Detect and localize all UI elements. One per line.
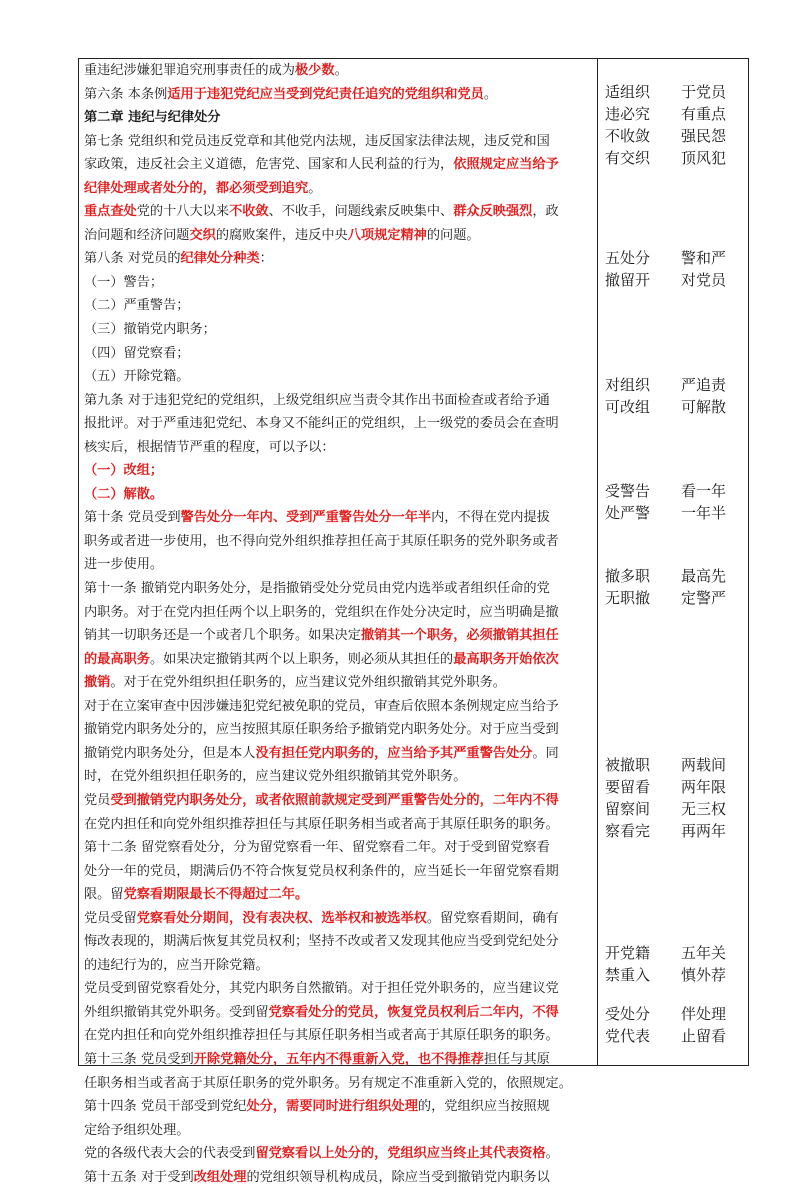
text-segment: 在党内担任和向党外组织推荐担任与其原任职务相当或者高于其原任职务的职务。 (84, 1028, 559, 1044)
text-line (84, 271, 592, 295)
text-line (84, 648, 592, 672)
text-line (84, 153, 592, 177)
text-segment: 处分一年的党员，期满后仍不符合恢复党员权利条件的，应当延长一年留党察看期 (84, 863, 559, 879)
text-line (84, 106, 592, 130)
mnemonic-phrase: 严追责 (681, 376, 727, 394)
text-segment: 第十一条 撤销党内职务处分，是指撤销受处分党员由党内选举或者组织任命的党 (84, 581, 550, 597)
text-line (84, 294, 592, 318)
text-line (84, 883, 592, 907)
mnemonic-phrase: 不收敛 (605, 127, 651, 145)
text-segment: 。 (308, 180, 322, 196)
mnemonic-phrase: 看一年 (681, 482, 727, 500)
text-segment: 在党内担任和向党外组织推荐担任与其原任职务相当或者高于其原任职务的职务。 (84, 816, 559, 832)
mnemonic-row (605, 247, 743, 269)
text-segment: 党的各级代表大会的代表受到 (84, 1146, 256, 1162)
text-segment: 悔改表现的，期满后恢复其党员权利；坚持不改或者又发现其他应当受到党纪处分 (84, 934, 559, 950)
text-segment: 家政策，违反社会主义道德，危害党、国家和人民利益的行为， (84, 157, 454, 173)
mnemonic-row (605, 147, 743, 169)
mnemonic-row (605, 502, 743, 524)
text-line (84, 577, 592, 601)
highlighted-text: 适用于违犯党纪应当受到党纪责任追究的党组织和党员 (167, 86, 484, 102)
text-segment: 核实后，根据情节严重的程度，可以予以： (84, 439, 335, 455)
mnemonic-phrase: 于党员 (681, 83, 727, 101)
text-line (84, 506, 592, 530)
text-line (84, 412, 592, 436)
highlighted-text: 重点查处 (84, 204, 137, 220)
mnemonic-group (605, 480, 743, 524)
text-segment: 销其一切职务还是一个或者几个职务。如果决定 (84, 628, 361, 644)
highlighted-text: （二）解散。 (84, 486, 164, 502)
highlighted-text: 交织 (189, 227, 216, 243)
text-line (84, 224, 592, 248)
text-segment: 党的十八大以来 (136, 204, 230, 220)
highlighted-text: 警告处分一年内、受到严重警告处分一年半 (180, 510, 432, 526)
highlighted-text: 党察看处分期间，没有表决权、选举权和被选举权 (136, 910, 427, 926)
text-segment: 的违纪行为的，应当开除党籍。 (84, 957, 269, 973)
text-line (84, 459, 592, 483)
highlighted-text: 处分，需要同时进行组织处理 (246, 1099, 418, 1115)
text-line (84, 83, 592, 107)
text-segment: 党员受留 (84, 910, 137, 926)
text-segment: （三）撤销党内职务； (84, 322, 216, 338)
text-line (84, 365, 592, 389)
mnemonic-phrase: 慎外荐 (681, 966, 727, 984)
mnemonic-phrase: 警和严 (681, 249, 727, 267)
highlighted-text: 改组处理 (193, 1169, 247, 1185)
mnemonic-phrase: 受处分 (605, 1005, 651, 1023)
text-line (84, 200, 592, 224)
text-segment: 第十条 党员受到 (84, 510, 181, 526)
mnemonic-phrase: 一年半 (681, 504, 727, 522)
mnemonic-phrase: 有交织 (605, 149, 651, 167)
mnemonic-phrase: 五年关 (681, 944, 727, 962)
text-segment: 职务或者进一步使用，也不得向党外组织推荐担任高于其原任职务的党外职务或者 (84, 533, 559, 549)
mnemonic-phrase: 最高先 (681, 567, 727, 585)
mnemonic-phrase: 伴处理 (681, 1005, 727, 1023)
text-segment: 撤销党内职务处分的，应当按照其原任职务给予撤销党内职务处分。对于应当受到 (84, 722, 559, 738)
text-segment: 第十三条 党员受到 (84, 1051, 194, 1067)
text-line (84, 1001, 592, 1025)
text-segment: （四）留党察看； (84, 345, 190, 361)
highlighted-text: 群众反映强烈 (453, 204, 533, 220)
text-line (84, 813, 592, 837)
text-segment: 党员 (84, 792, 111, 808)
text-segment: 治问题和经济问题 (84, 227, 190, 243)
text-line (84, 436, 592, 460)
mnemonic-row (605, 374, 743, 396)
text-segment: 。 (334, 63, 348, 78)
text-segment: 的问题。 (426, 227, 480, 243)
mnemonic-group (605, 247, 743, 291)
text-line (84, 695, 592, 719)
mnemonic-phrase: 强民怨 (681, 127, 727, 145)
text-line (84, 1048, 592, 1072)
text-segment: （一）警告； (84, 274, 164, 290)
mnemonic-row (605, 776, 743, 798)
mnemonic-row (605, 125, 743, 147)
mnemonic-phrase: 要留看 (605, 778, 651, 796)
highlighted-text: 撤销其一个职务，必须撤销其担任 (360, 628, 559, 644)
highlighted-text: 没有担任党内职务的，应当给予其严重警告处分 (255, 745, 533, 761)
mnemonic-phrase: 可解散 (681, 398, 727, 416)
text-segment: 时，在党外组织担任职务的，应当建议党外组织撤销其党外职务。 (84, 769, 467, 785)
mnemonic-row (605, 1025, 743, 1047)
text-segment: 第十五条 对于受到 (84, 1169, 194, 1185)
text-line (84, 836, 592, 860)
text-line (84, 930, 592, 954)
text-line (84, 1166, 592, 1189)
text-line (84, 59, 592, 83)
mnemonic-phrase: 五处分 (605, 249, 651, 267)
text-line (84, 765, 592, 789)
mnemonic-phrase: 可改组 (605, 398, 651, 416)
text-line (84, 389, 592, 413)
text-segment: ： (259, 251, 273, 267)
highlighted-text: 不收敛 (229, 204, 269, 220)
text-line (84, 977, 592, 1001)
mnemonic-row (605, 81, 743, 103)
text-line (84, 318, 592, 342)
text-segment: 对于在立案审查中因涉嫌违犯党纪被免职的党员，审查后依照本条例规定应当给予 (84, 698, 559, 714)
text-segment: 撤销党内职务处分，但是本人 (84, 745, 256, 761)
mnemonic-group (605, 81, 743, 169)
mnemonic-phrase: 撤留开 (605, 271, 651, 289)
text-line (84, 130, 592, 154)
text-segment: （二）严重警告； (84, 298, 190, 314)
text-segment: 的，党组织应当按照规 (417, 1099, 550, 1115)
mnemonic-phrase: 无三权 (681, 800, 727, 818)
text-line (84, 483, 592, 507)
highlighted-text: 极少数 (295, 63, 335, 78)
mnemonic-phrase: 定警严 (681, 589, 727, 607)
highlighted-text: （一）改组； (84, 463, 164, 479)
text-segment: 报批评。对于严重违犯党纪、本身又不能纠正的党组织，上一级党的委员会在查明 (84, 416, 559, 432)
mnemonic-phrase: 被撤职 (605, 756, 651, 774)
mnemonic-phrase: 留察间 (605, 800, 651, 818)
chapter-heading: 第二章 违纪与纪律处分 (84, 110, 221, 126)
text-segment: 。 (545, 1146, 559, 1162)
text-segment: 第十二条 留党察看处分，分为留党察看一年、留党察看二年。对于受到留党察看 (84, 840, 550, 856)
text-line (84, 742, 592, 766)
mnemonic-phrase: 禁重入 (605, 966, 651, 984)
text-segment: ，政 (532, 204, 559, 220)
text-line (84, 1119, 592, 1143)
text-segment: 、不收手，问题线索反映集中、 (268, 204, 454, 220)
highlighted-text: 八项规定精神 (347, 227, 427, 243)
text-line (84, 530, 592, 554)
text-segment: 定给予组织处理。 (84, 1122, 190, 1138)
highlighted-text: 受到撤销党内职务处分，或者依照前款规定受到严重警告处分的，二年内不得 (110, 792, 559, 808)
text-segment: 担任与其原 (483, 1051, 550, 1067)
text-line (84, 860, 592, 884)
highlighted-text: 党察看期限最长不得超过二年。 (123, 887, 309, 903)
mnemonic-phrase: 适组织 (605, 83, 651, 101)
text-segment: 党员受到留党察看处分，其党内职务自然撤销。对于担任党外职务的，应当建议党 (84, 981, 559, 997)
text-line (84, 1072, 592, 1096)
text-segment: 第八条 对党员的 (84, 251, 181, 267)
text-segment: 。同 (532, 745, 559, 761)
text-segment: 第九条 对于违犯党纪的党组织，上级党组织应当责令其作出书面检查或者给予通 (84, 392, 550, 408)
mnemonic-phrase: 党代表 (605, 1027, 651, 1045)
mnemonic-phrase: 处严警 (605, 504, 651, 522)
highlighted-text: 撤销 (84, 675, 111, 691)
mnemonic-phrase: 对组织 (605, 376, 651, 394)
mnemonic-phrase: 止留看 (681, 1027, 727, 1045)
mnemonic-group (605, 374, 743, 418)
mnemonic-phrase: 撤多职 (605, 567, 651, 585)
text-line (84, 601, 592, 625)
text-segment: 第六条 本条例 (84, 86, 168, 102)
mnemonic-phrase: 顶风犯 (681, 149, 727, 167)
text-segment: 的腐败案件，违反中央 (215, 227, 348, 243)
highlighted-text: 纪律处理或者处分的，都必须受到追究 (84, 180, 309, 196)
text-segment: 的党组织领导机构成员，除应当受到撤销党内职务以 (246, 1169, 550, 1185)
text-segment: 任职务相当或者高于其原任职务的党外职务。另有规定不准重新入党的，依照规定。 (84, 1075, 572, 1091)
mnemonic-row (605, 396, 743, 418)
text-segment: 重违纪涉嫌犯罪追究刑事责任的成为 (84, 63, 295, 78)
mnemonic-row (605, 103, 743, 125)
mnemonic-phrase: 两载间 (681, 756, 727, 774)
mnemonic-phrase: 违必究 (605, 105, 651, 123)
highlighted-text: 依照规定应当给予 (453, 157, 559, 173)
text-line (84, 718, 592, 742)
highlighted-text: 纪律处分种类 (180, 251, 260, 267)
mnemonic-row (605, 820, 743, 842)
text-line (84, 247, 592, 271)
text-line (84, 1095, 592, 1119)
text-segment: 第七条 党组织和党员违反党章和其他党内法规，违反国家法律法规，违反党和国 (84, 133, 550, 149)
text-segment: 。 (483, 86, 498, 102)
text-line (84, 671, 592, 695)
mnemonic-phrase: 无职撤 (605, 589, 651, 607)
text-line (84, 1142, 592, 1166)
mnemonic-row (605, 1003, 743, 1025)
text-segment: 。对于在党外组织担任职务的，应当建议党外组织撤销其党外职务。 (110, 675, 506, 691)
text-segment: 进一步使用。 (84, 557, 164, 573)
mnemonic-phrase: 有重点 (681, 105, 727, 123)
mnemonic-phrase: 两年限 (681, 778, 727, 796)
highlighted-text: 最高职务开始依次 (453, 651, 559, 667)
text-line (84, 907, 592, 931)
text-line (84, 954, 592, 978)
mnemonic-group (605, 754, 743, 842)
highlighted-text: 开除党籍处分，五年内不得重新入党，也不得推荐 (193, 1051, 484, 1067)
text-segment: 限。留 (84, 887, 124, 903)
text-segment: 。如果决定撤销其两个以上职务，则必须从其担任的 (149, 651, 454, 667)
text-line (84, 342, 592, 366)
mnemonic-row (605, 587, 743, 609)
regulation-text-column (84, 59, 592, 1189)
mnemonic-phrase: 受警告 (605, 482, 651, 500)
mnemonic-row (605, 964, 743, 986)
mnemonic-row (605, 942, 743, 964)
text-line (84, 789, 592, 813)
highlighted-text: 党察看处分的党员，恢复党员权利后二年内，不得 (268, 1004, 559, 1020)
mnemonic-row (605, 269, 743, 291)
mnemonic-phrase: 察看完 (605, 822, 651, 840)
text-line (84, 624, 592, 648)
mnemonic-phrase: 开党籍 (605, 944, 651, 962)
mnemonic-row (605, 798, 743, 820)
highlighted-text: 留党察看以上处分的，党组织应当终止其代表资格 (255, 1146, 546, 1162)
text-segment: 外组织撤销其党外职务。受到留 (84, 1004, 269, 1020)
mnemonic-phrase: 再两年 (681, 822, 727, 840)
text-line (84, 553, 592, 577)
text-segment: 。留党察看期间，确有 (426, 910, 559, 926)
mnemonic-row (605, 565, 743, 587)
text-segment: 内职务。对于在党内担任两个以上职务的，党组织在作处分决定时，应当明确是撤 (84, 604, 559, 620)
text-segment: 第十四条 党员干部受到党纪 (84, 1099, 247, 1115)
text-line (84, 1024, 592, 1048)
mnemonic-row (605, 480, 743, 502)
text-line (84, 177, 592, 201)
text-segment: 内，不得在党内提拔 (431, 510, 550, 526)
highlighted-text: 的最高职务 (84, 651, 150, 667)
column-divider (597, 58, 598, 1066)
text-segment: （五）开除党籍。 (84, 369, 190, 385)
mnemonic-group (605, 1003, 743, 1047)
mnemonic-group (605, 565, 743, 609)
mnemonic-group (605, 942, 743, 986)
mnemonic-row (605, 754, 743, 776)
mnemonic-phrase: 对党员 (681, 271, 727, 289)
